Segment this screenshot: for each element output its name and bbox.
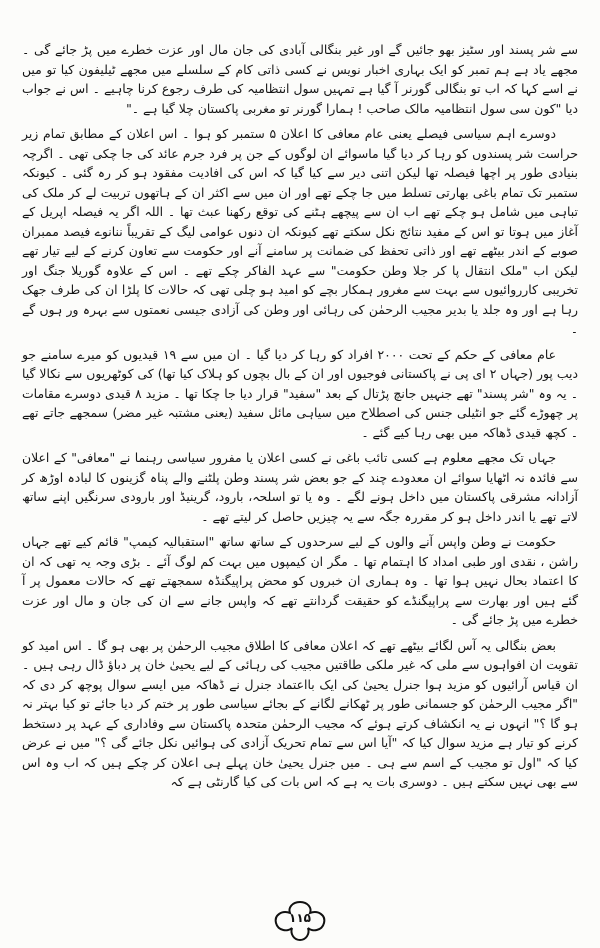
paragraph-6: بعض بنگالی یہ آس لگائے بیٹھے تھے کہ اعلان معافی کا اطلاق مجیب الرحمٰن پر بھی ہو گا ۔ اس امید کو تقویت ان افواہوں سے ملی کہ غیر ملکی طاقتیں مجیب کی رہائی کے لیے یحییٰ خان پر دباؤ ڈال رہی ہیں ۔ ان قیاس آرائیوں کو مزید ہوا جنرل یحییٰ کی ایک بااعتماد جنرل نے ڈھاکہ میں ایسے سوال پوچھ کر دی کہ "اگر مجیب الرحمٰن کو جسمانی طور پر ٹھکانے لگانے کے بجائے سیاسی طور پر ختم کر دیا جائے تو کیا بہتر نہ ہو گا ؟" انہوں نے یہ انکشاف کرتے ہوئے کہ مجیب الرحمٰن متحدہ پاکستان سے وفاداری کے عہد پر دستخط کرنے کو تیار ہے مزید سوال کیا کہ "آیا اس سے تمام تحریک آزادی کی ہوائیں نکل جائے گی ؟" میں نے عرض کیا کہ "اول تو مجیب کے اسم سے ہی ۔ میں جنرل یحییٰ خان پہلے ہی اعلان کر چکے ہیں کہ اب وہ اس سے بھی نہیں سکتے ہیں ۔ دوسری بات یہ ہے کہ اس بات کی کیا گارنٹی ہے کہ	[22, 637, 578, 789]
paragraph-3: عام معافی کے حکم کے تحت ۲۰۰۰ افراد کو رہا کر دیا گیا ۔ ان میں سے ۱۹ قیدیوں کو میرے سامنے جو دیب پور (جہاں ۲ ای پی نے پاکستانی فوجیوں اور ان کے بال بچوں کو ہلاک کیا تھا) کی کوٹھریوں سے نکالا گیا ۔ یہ وہ "شر پسند" تھے جنہیں جانچ پڑتال کے بعد "سفید" قرار دیا جا چکا تھا ۔ مزید ۸ قیدی دوسرے مقامات پر چھوڑے گئے جو انٹیلی جنس کی اصطلاح میں سیاہی مائل سفید (یعنی مشتبہ غیر مضر) سمجھے جاتے تھے ۔ کچھ قیدی ڈھاکہ میں بھی رہا کیے گئے ۔	[22, 346, 578, 440]
page-number: ۱۱۵	[289, 911, 311, 925]
paragraph-2: دوسرے اہم سیاسی فیصلے یعنی عام معافی کا اعلان ۵ ستمبر کو ہوا ۔ اس اعلان کے مطابق تمام زیر حراست شر پسندوں کو رہا کر دیا گیا ماسوائے ان لوگوں کے جن پر فرد جرم عائد کی جا چکی تھی ۔ اگرچہ بنیادی طور پر اچھا فیصلہ تھا لیکن اتنی دیر سے کیا گیا کہ اس کی افادیت مفقود ہو کر رہ گئی ۔ کیونکہ ستمبر تک تمام باغی بھارتی تسلط میں جا چکے تھے اور ان میں سے اکثر ان کے ہاتھوں تربیت لے کر ملک کی تباہی میں شامل ہو چکے تھے اب ان سے پیچھے ہٹنے کی توقع رکھنا عبث تھا ۔ اللہ اگر یہ فیصلہ اپریل کے آغاز میں ہوتا تو اس کے مفید نتائج نکل سکتے تھے کیونکہ ان دنوں عوامی لیگ کے تقریباً ننانوے فیصد ممبران صوبے کے اندر بیٹھے تھے اور ذاتی تحفظ کی ضمانت پر سامنے آنے اور حکومت سے تعاون کرنے کے لیے تیار تھے لیکن اب "ملک انتقال پا کر جلا وطن حکومت" سے عہد الفاکر چکے تھے ۔ اس کے علاوہ گوریلا جنگ اور تخریبی کارروائیوں سے بہت سے مغرور ہمکار بچے کو امید ہو چلی تھی کہ حالات کا پلڑا ان کی طرف جھک رہا ہے اور وہ جلد یا بدیر مجیب الرحمٰن کی رہائی اور وطن کی آزادی جیسی نعمتوں سے بہرہ ور ہوں گے ۔	[22, 126, 578, 336]
paragraph-1: سے شر پسند اور سٹیز بھو جائیں گے اور غیر بنگالی آبادی کی جان مال اور عزت خطرے میں پڑ جائے گی ۔ مجھے یاد ہے ہم تمبر کو ایک بہاری اخبار نویس نے کسی ذاتی کام کے سلسلے میں مجھے ٹیلیفون کیا تو میں نے اسے کہا کہ اب تو بنگالی گورنر آ گیا ہے تمہیں سول انتظامیہ کی طرف رجوع کرنا چاہیے ۔ اس نے جواب دیا "کون سی سول انتظامیہ مالک صاحب ! ہمارا گورنر تو مغربی پاکستان چلا گیا ہے ۔"	[22, 42, 578, 116]
body-text	[22, 40, 578, 798]
paragraph-4: جہاں تک مجھے معلوم ہے کسی تائب باغی نے کسی اعلان یا مفرور سیاسی رہنما نے "معافی" کے اعلان سے فائدہ نہ اٹھایا سوائے ان معدودے چند کے جو بعض شر پسند وطن پلٹنے والے پناہ گزینوں کا لبادہ اوڑھ کر آزادانہ مشرقی پاکستان میں داخل ہونے لگے ۔ وہ یا تو اسلحہ، بارود، گرینیڈ اور بارودی سرنگیں اپنے ساتھ لاتے تھے یا اندر داخل ہو کر مقررہ جگہ سے یہ چیزیں حاصل کر لیتے تھے ۔	[22, 450, 578, 524]
paragraph-5: حکومت نے وطن واپس آنے والوں کے لیے سرحدوں کے ساتھ ساتھ "استقبالیہ کیمپ" قائم کیے تھے جہاں راشن ، نقدی اور طبی امداد کا اہتمام تھا ۔ مگر ان کیمپوں میں بہت کم لوگ آئے ۔ بڑی وجہ یہ تھی کہ ان کا اعتماد بحال نہیں ہوا تھا ۔ وہ ہماری ان خبروں کو محض پراپیگنڈہ سمجھتے تھے کہ حالات معمول پر آ گئے ہیں اور بھارت سے پراپیگنڈے کو حقیقت گردانتے تھے کہ واپس جانے سے ان کی جان و مال اور عزت خطرے میں پڑ جائے گی ۔	[22, 534, 578, 627]
